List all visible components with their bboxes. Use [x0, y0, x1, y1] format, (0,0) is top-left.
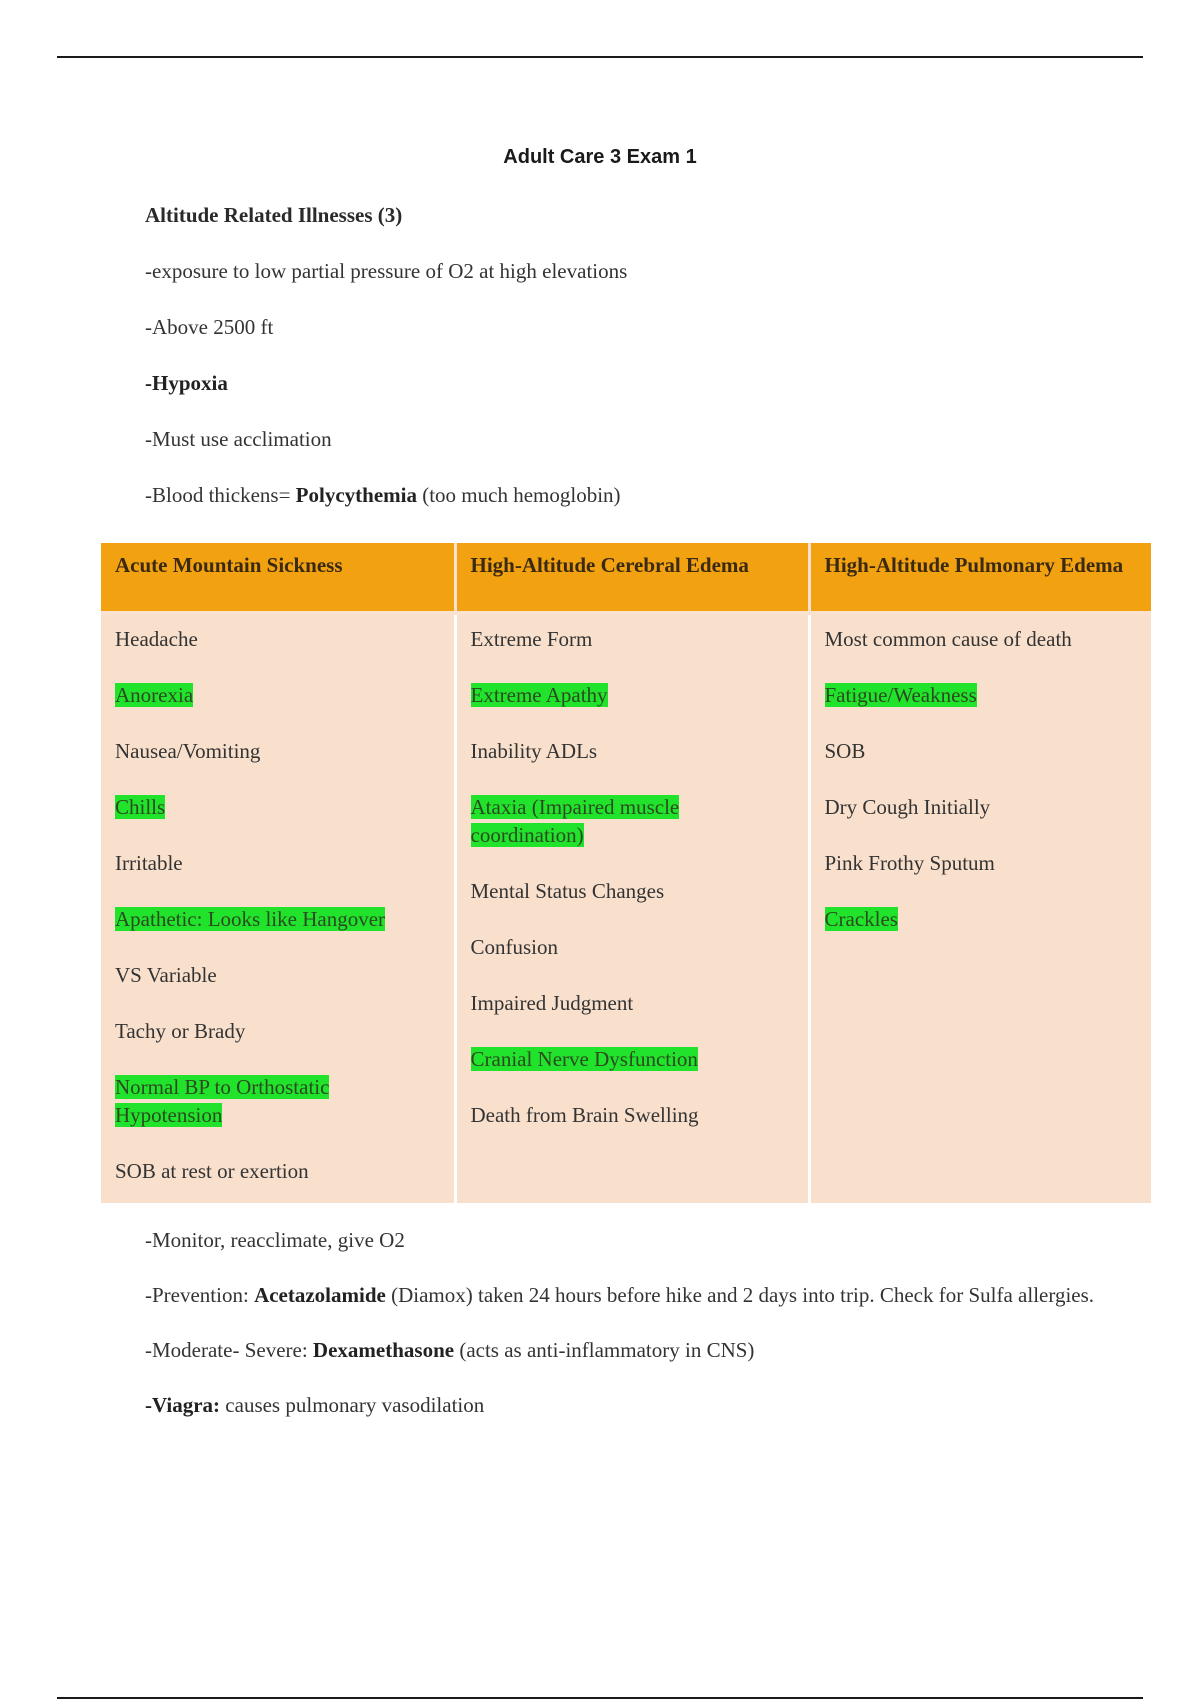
intro-text: -Blood thickens= [145, 483, 296, 507]
symptom-item [471, 625, 794, 653]
highlighted-symptom-text: Cranial Nerve Dysfunction [470, 1047, 698, 1071]
column-cerebral-edema [455, 615, 809, 1203]
symptom-item [471, 877, 794, 905]
viagra-term: -Viagra: [145, 1393, 221, 1417]
symptom-item [825, 737, 1138, 765]
header-pulmonary-edema: High-Altitude Pulmonary Edema [809, 543, 1151, 611]
highlighted-symptom-text: Ataxia (Impaired muscle coordination) [470, 795, 680, 847]
polycythemia-term: Polycythemia [295, 483, 417, 507]
acetazolamide-term: Acetazolamide [254, 1283, 386, 1307]
symptom-text: VS Variable [115, 963, 217, 987]
symptom-item [115, 905, 440, 933]
intro-line: -Above 2500 ft [145, 315, 274, 339]
treatment-line: -Monitor, reacclimate, give O2 [145, 1228, 405, 1252]
table-body-row [101, 615, 1151, 1203]
symptom-item [471, 681, 794, 709]
treatment-line [145, 1336, 1125, 1364]
symptom-text: Tachy or Brady [115, 1019, 246, 1043]
symptom-item [471, 1045, 794, 1073]
highlighted-symptom-text: Anorexia [115, 683, 194, 707]
symptom-text: Most common cause of death [824, 627, 1072, 651]
symptom-item [115, 1017, 440, 1045]
symptom-item [471, 933, 794, 961]
table-header-row [101, 543, 1151, 611]
dexamethasone-term: Dexamethasone [312, 1338, 455, 1362]
symptom-item [825, 849, 1138, 877]
symptom-item [825, 625, 1138, 653]
highlighted-symptom-text: Fatigue/Weakness [824, 683, 977, 707]
intro-line: -Must use acclimation [145, 427, 332, 451]
symptom-item [471, 1101, 794, 1129]
intro-line [145, 482, 1125, 509]
treatment-text: (Diamox) taken 24 hours before hike and 2 days into trip. Check for Sulfa allergies. [385, 1283, 1095, 1307]
symptom-item [471, 793, 794, 849]
highlighted-symptom-text: Chills [115, 795, 166, 819]
treatment-line [145, 1281, 1125, 1309]
highlighted-symptom-text: Normal BP to Orthostatic Hypotension [115, 1075, 330, 1127]
hypoxia-term: -Hypoxia [145, 371, 228, 395]
highlighted-symptom-text: Extreme Apathy [470, 683, 608, 707]
symptom-item [115, 961, 440, 989]
page-title: Adult Care 3 Exam 1 [503, 146, 697, 168]
symptom-text: Pink Frothy Sputum [824, 851, 995, 875]
symptom-item [825, 905, 1138, 933]
symptom-item [471, 737, 794, 765]
symptom-item [825, 681, 1138, 709]
treatment-text: (acts as anti-inflammatory in CNS) [454, 1338, 755, 1362]
treatment-line [145, 1391, 1125, 1419]
symptom-text: Impaired Judgment [470, 991, 634, 1015]
symptom-item [115, 681, 440, 709]
symptom-text: Headache [115, 627, 198, 651]
intro-text: (too much hemoglobin) [416, 483, 621, 507]
symptom-item [115, 849, 440, 877]
highlighted-symptom-text: Crackles [824, 907, 898, 931]
symptom-text: Nausea/Vomiting [115, 739, 261, 763]
symptom-text: Dry Cough Initially [824, 795, 991, 819]
symptom-text: Confusion [470, 935, 559, 959]
symptom-text: Extreme Form [470, 627, 593, 651]
altitude-illness-table [101, 543, 1151, 1203]
section-heading: Altitude Related Illnesses (3) [145, 203, 403, 227]
symptom-text: Inability ADLs [470, 739, 598, 763]
top-rule [57, 56, 1143, 58]
bottom-rule [57, 1697, 1143, 1699]
symptom-item [115, 625, 440, 653]
symptom-item [115, 1073, 440, 1129]
symptom-item [115, 737, 440, 765]
treatment-text: -Moderate- Severe: [145, 1338, 313, 1362]
symptom-text: Irritable [115, 851, 183, 875]
header-acute-mountain-sickness: Acute Mountain Sickness [101, 543, 455, 611]
treatment-section [145, 1226, 1125, 1446]
treatment-text: -Prevention: [145, 1283, 255, 1307]
symptom-item [825, 793, 1138, 821]
column-acute-mountain-sickness [101, 615, 455, 1203]
symptom-text: SOB [824, 739, 866, 763]
intro-section [145, 202, 1125, 538]
column-pulmonary-edema [809, 615, 1151, 1203]
symptom-item [471, 989, 794, 1017]
symptom-text: SOB at rest or exertion [115, 1159, 309, 1183]
symptom-item [115, 1157, 440, 1185]
intro-line: -exposure to low partial pressure of O2 at high elevations [145, 259, 628, 283]
intro-line [145, 370, 1125, 397]
symptom-text: Death from Brain Swelling [470, 1103, 699, 1127]
symptom-text: Mental Status Changes [470, 879, 665, 903]
highlighted-symptom-text: Apathetic: Looks like Hangover [115, 907, 386, 931]
header-cerebral-edema: High-Altitude Cerebral Edema [455, 543, 809, 611]
symptom-item [115, 793, 440, 821]
treatment-text: causes pulmonary vasodilation [220, 1393, 485, 1417]
